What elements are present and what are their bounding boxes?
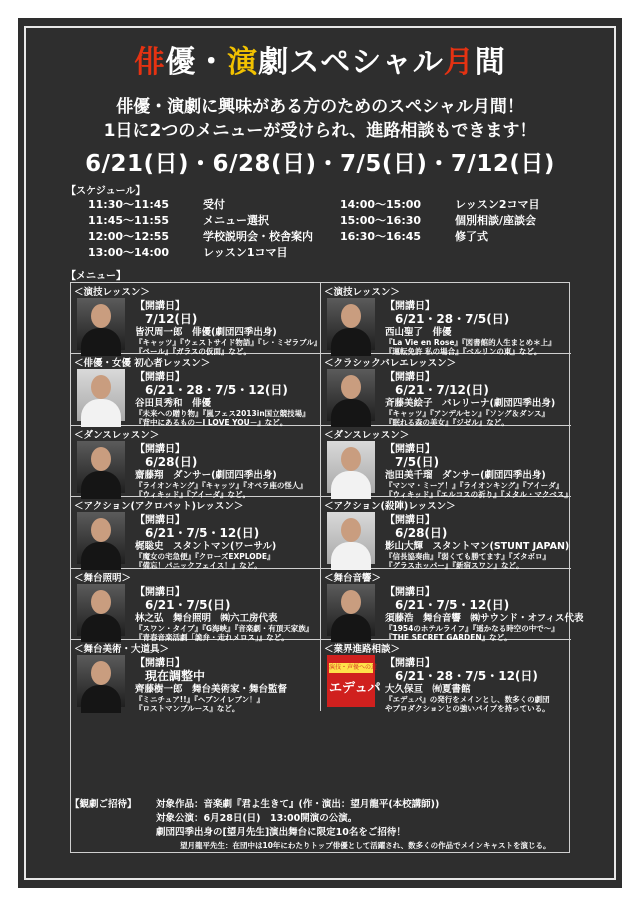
lesson-category: ＜業界進路相談＞ (324, 643, 401, 655)
instructor-photo (327, 369, 375, 421)
instructor-name: 影山大輝 スタントマン(STUNT JAPAN) (385, 541, 570, 553)
invite-line-2: 対象公演：6月28日(日) 13:00開演の公演。 (156, 813, 358, 824)
instructor-works: 『ロストマンブルース』など。 (135, 703, 240, 713)
lesson-date-label: 【開講日】 (135, 443, 185, 455)
lesson-dates: 7/5(日) (395, 454, 440, 469)
instructor-name: 齊藤樹一郎 舞台美術家・舞台監督 (135, 683, 288, 695)
instructor-photo (77, 369, 125, 421)
lesson-category: ＜アクション(殺陣)レッスン＞ (324, 501, 456, 513)
lesson-card (321, 569, 584, 642)
lesson-card (321, 640, 571, 711)
invite-line-4: 望月龍平先生：在団中は10年にわたりトップ俳優として活躍され、数多くの作品でメインキャストを演じる。 (180, 841, 551, 850)
lesson-category: ＜俳優・女優 初心者レッスン＞ (74, 358, 211, 370)
instructor-name: 齋藤翔 ダンサー(劇団四季出身) (135, 469, 277, 481)
lesson-dates: 6/21・7/5・12(日) (145, 526, 260, 541)
lesson-category: ＜舞台美術・大道具＞ (74, 643, 170, 655)
instructor-photo (77, 441, 125, 493)
instructor-photo (327, 441, 375, 493)
lesson-card (71, 354, 321, 428)
instructor-works: 『備忘！パニックフェイス！』など。 (135, 561, 262, 571)
instructor-works: 『ウィキッド』『エルコスの祈り』『メタル・マクベス』 (385, 489, 572, 499)
lesson-grid (70, 282, 584, 853)
title-char-4: 劇スペシャル (258, 45, 444, 80)
lesson-date-label: 【開講日】 (385, 515, 435, 527)
page-title (0, 37, 640, 81)
instructor-name: 皆沢周一郎 俳優(劇団四季出身) (135, 327, 277, 338)
lesson-date-label: 【開講日】 (135, 657, 185, 669)
instructor-name: 池田美千瑠 ダンサー(劇団四季出身) (385, 469, 546, 481)
instructor-works: 『グラスホッパー』『新宿スワン』など。 (385, 561, 524, 571)
lesson-date-label: 【開講日】 (385, 657, 435, 669)
lesson-date-label: 【開講日】 (135, 515, 185, 527)
instructor-photo (327, 584, 375, 636)
lesson-dates: 6/21・28・7/5・12(日) (145, 383, 288, 398)
schedule-row: 13:00〜14:00 レッスン1コマ目 (88, 246, 288, 259)
lesson-dates: 6/21・7/12(日) (395, 383, 489, 398)
lesson-category: ＜演技レッスン＞ (74, 287, 150, 298)
lesson-dates: 7/12(日) (145, 312, 198, 326)
lesson-dates: 6/21・28・7/5・12(日) (395, 668, 538, 683)
instructor-name: 谷田貝秀和 俳優 (135, 398, 212, 410)
lesson-category: ＜クラシックバレエレッスン＞ (324, 358, 457, 370)
lesson-card (321, 497, 571, 571)
instructor-photo (77, 584, 125, 636)
instructor-photo (77, 655, 125, 707)
schedule-row: 15:00〜16:30 個別相談/座談会 (340, 214, 537, 227)
lesson-card (321, 283, 571, 354)
schedule-row: 14:00〜15:00 レッスン2コマ目 (340, 198, 540, 211)
lesson-dates: 6/28(日) (395, 526, 448, 541)
invite-heading: 【観劇ご招待】 (70, 799, 137, 810)
instructor-works: 『未来への贈り物』『嵐フェス2013in国立競技場』 (135, 409, 310, 419)
lesson-category: ＜舞台照明＞ (74, 572, 132, 584)
instructor-works: 『キャッツ』『ウェストサイド物語』『レ・ミゼラブル』 (135, 338, 322, 347)
lesson-card (71, 426, 321, 497)
schedule-row: 16:30〜16:45 修了式 (340, 230, 488, 243)
lesson-dates: 6/28(日) (145, 454, 198, 469)
instructor-works: やプロダクションとの強いパイプを持っている。 (385, 703, 550, 713)
invite-line-1: 対象作品：音楽劇『君よ生きて』(作・演出：望月龍平(本校講師)) (156, 799, 440, 810)
instructor-works: 『スワン・タイプ』『G海峡』『音楽劇・有頂天家族』 (135, 623, 314, 633)
instructor-works: 『ライオンキング』『キャッツ』『オペラ座の怪人』 (135, 480, 307, 490)
lesson-card (71, 569, 321, 640)
instructor-photo (327, 298, 375, 350)
instructor-works: 『信長協奏曲』『弱くても勝てます』『ズタボロ』 (385, 552, 550, 562)
invite-line-3: 劇団四季出身の[望月先生]演出舞台に限定10名をご招待！ (156, 827, 406, 838)
lesson-card (321, 354, 571, 428)
logo-tagline: 演技・声優への道 (329, 663, 378, 671)
title-char-6: 間 (474, 45, 506, 80)
lesson-date-label: 【開講日】 (135, 586, 185, 598)
lesson-dates: 6/21・7/5・12(日) (395, 597, 510, 612)
subtitle-line-2: 1日に2つのメニューが受けられ、進路相談もできます！ (103, 121, 537, 141)
instructor-name: 林之弘 舞台照明 ㈱六工房代表 (135, 612, 278, 624)
instructor-works: 『青春音楽活劇「詭弁・走れメロス」』など。 (135, 632, 289, 642)
logo-text: エデュパ (329, 680, 381, 696)
instructor-works: 『運転免許 私の場合』『ベルリンの東』など。 (385, 347, 542, 356)
instructor-works: 『マンマ・ミーア！』『ライオンキング』『アイーダ』 (385, 480, 564, 490)
lesson-card (71, 497, 321, 571)
instructor-photo (327, 512, 375, 564)
instructor-works: 『1954のホテルライフ』『遥かなる時空の中で～』 (385, 623, 559, 633)
instructor-photo (327, 655, 381, 707)
lesson-category: ＜ダンスレッスン＞ (324, 429, 410, 441)
instructor-works: 『La Vie en Rose』『図書館的人生まとめ＊上』 (385, 338, 556, 347)
lesson-category: ＜舞台音響＞ (324, 572, 382, 584)
lesson-dates: 6/21・7/5(日) (145, 597, 231, 612)
title-char-2: 優・ (165, 45, 228, 80)
instructor-name: 梶聡史 スタントマン(ワーサル) (135, 541, 277, 553)
menu-heading: 【メニュー】 (66, 271, 126, 282)
instructor-works: 『背中にあるもの－I LOVE YOU－』など。 (135, 418, 288, 428)
lesson-card (321, 426, 571, 497)
event-dates: 6/21(日)・6/28(日)・7/5(日)・7/12(日) (85, 151, 555, 177)
instructor-works: 『眠れる森の美女』『ジゼル』など。 (385, 418, 509, 428)
instructor-works: 『エデュパ』の発行をメインとし、数多くの劇団 (385, 694, 550, 704)
lesson-category: ＜アクション(アクロバット)レッスン＞ (74, 501, 244, 513)
schedule-row: 12:00〜12:55 学校説明会・校舎案内 (88, 230, 313, 243)
lesson-dates: 6/21・28・7/5(日) (395, 312, 510, 326)
instructor-name: 大久保亘 ㈲夏書館 (385, 683, 471, 695)
instructor-works: 『THE SECRET GARDEN』など。 (385, 632, 512, 642)
schedule-heading: 【スケジュール】 (66, 186, 146, 197)
lesson-date-label: 【開講日】 (135, 301, 185, 312)
schedule-row: 11:45〜11:55 メニュー選択 (88, 214, 269, 227)
lesson-date-label: 【開講日】 (385, 586, 435, 598)
instructor-works: 『ペール』『ガラスの仮面』など。 (135, 347, 251, 356)
lesson-card (71, 283, 321, 354)
lesson-date-label: 【開講日】 (385, 372, 435, 384)
instructor-name: 斉藤美絵子 バレリーナ(劇団四季出身) (385, 398, 556, 410)
lesson-category: ＜演技レッスン＞ (324, 287, 400, 298)
instructor-works: 『ミニチュア!!』『ヘブンイレブン！』 (135, 694, 265, 704)
lesson-category: ＜ダンスレッスン＞ (74, 429, 160, 441)
instructor-works: 『魔女の宅急便』『クローズEXPLODE』 (135, 552, 275, 562)
title-char-3: 演 (227, 45, 259, 80)
subtitle-line-1: 俳優・演劇に興味がある方のためのスペシャル月間！ (116, 97, 524, 117)
schedule-row: 11:30〜11:45 受付 (88, 198, 225, 211)
title-char-1: 俳 (134, 45, 166, 80)
lesson-date-label: 【開講日】 (385, 301, 435, 312)
lesson-date-label: 【開講日】 (135, 372, 185, 384)
instructor-name: 西山聖了 俳優 (385, 327, 452, 338)
lesson-dates: 現在調整中 (145, 668, 206, 683)
instructor-works: 『キャッツ』『アンデルセン』『ソング＆ダンス』 (385, 409, 550, 419)
lesson-date-label: 【開講日】 (385, 443, 435, 455)
instructor-name: 須藤浩 舞台音響 ㈱サウンド・オフィス代表 (385, 612, 584, 624)
lesson-card (71, 640, 321, 711)
instructor-photo (77, 298, 125, 350)
instructor-works: 『ウィキッド』『アイーダ』など。 (135, 489, 250, 499)
title-char-5: 月 (443, 45, 475, 80)
instructor-photo (77, 512, 125, 564)
